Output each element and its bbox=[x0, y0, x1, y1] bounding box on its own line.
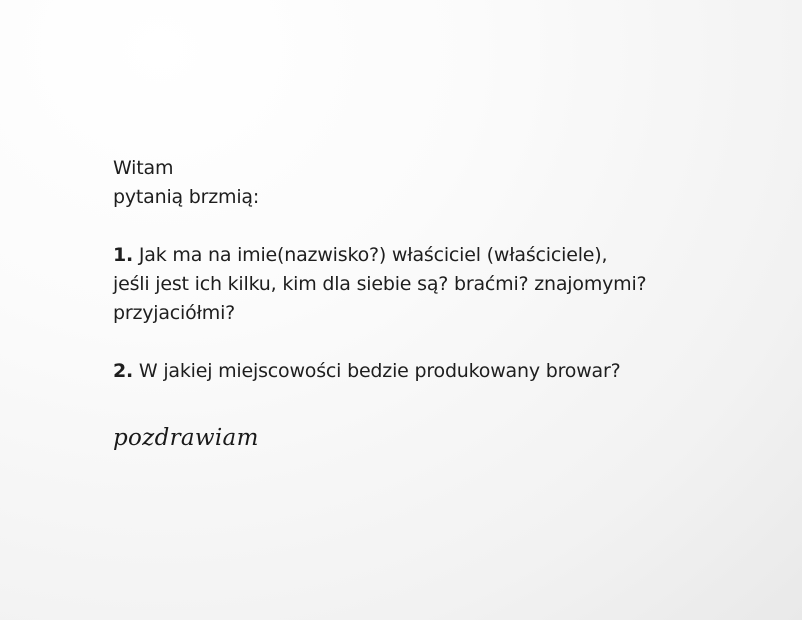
paragraph-gap bbox=[113, 328, 753, 357]
question-2-number: 2. bbox=[113, 360, 134, 382]
greeting: Witam bbox=[113, 157, 174, 179]
paragraph-gap bbox=[113, 212, 753, 241]
intro-line: pytanią brzmią: bbox=[113, 186, 260, 208]
question-1-text-line-2: jeśli jest ich kilku, kim dla siebie są? braćmi? znajomymi? bbox=[113, 273, 647, 295]
question-1-number: 1. bbox=[113, 244, 134, 266]
question-1-text-line-1: Jak ma na imie(nazwisko?) właściciel (właściciele), bbox=[138, 244, 608, 266]
question-1-line-1 bbox=[113, 241, 753, 270]
question-1-text-line-3: przyjaciółmi? bbox=[113, 302, 236, 324]
question-2-line-1 bbox=[113, 357, 753, 386]
question-2-text-line-1: W jakiej miejscowości bedzie produkowany browar? bbox=[138, 360, 621, 382]
closing-signature: pozdrawiam bbox=[113, 425, 259, 451]
letter-body bbox=[113, 154, 753, 386]
